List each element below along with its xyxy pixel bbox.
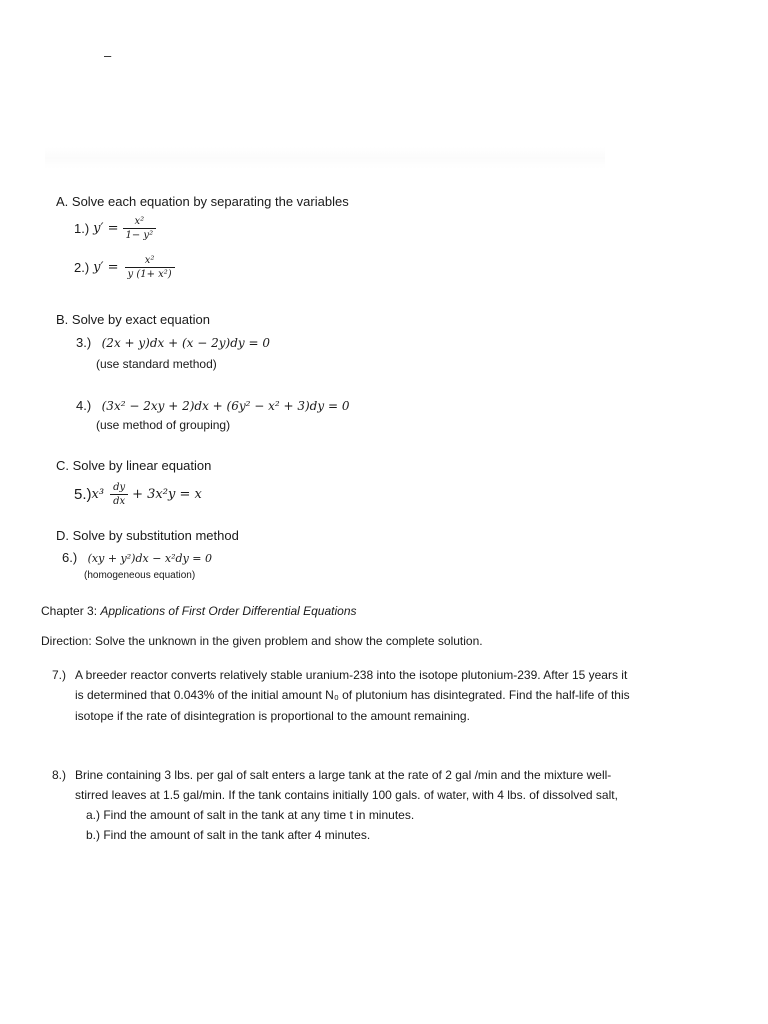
- problem-5-numerator: dy: [113, 481, 126, 493]
- problem-5-number: 5.): [74, 485, 92, 503]
- problem-6-number: 6.): [62, 550, 78, 565]
- problem-5: [74, 479, 202, 509]
- problem-8-line-1: Brine containing 3 lbs. per gal of salt enters a large tank at the rate of 2 gal /min and the mixture well-: [75, 768, 612, 782]
- problem-7-line-1: A breeder reactor converts relatively stable uranium-238 into the isotope plutonium-239. After 15 years it: [75, 668, 628, 682]
- problem-1: [74, 213, 156, 243]
- problem-4-note: (use method of grouping): [96, 418, 231, 432]
- faded-header-band: [45, 147, 605, 169]
- problem-7-number: 7.): [52, 668, 67, 682]
- section-d-heading: D. Solve by substitution method: [56, 528, 239, 543]
- problem-1-fraction: [123, 216, 157, 241]
- problem-4-number: 4.): [76, 398, 92, 413]
- chapter-name: Applications of First Order Differential Equations: [100, 604, 357, 618]
- problem-5-fraction: [110, 482, 128, 507]
- problem-4-equation: (3x² − 2xy + 2)dx + (6y² − x² + 3)dy = 0: [101, 399, 350, 413]
- problem-8-part-b: b.) Find the amount of salt in the tank after 4 minutes.: [86, 828, 371, 842]
- problem-6-equation: (xy + y²)dx − x²dy = 0: [87, 552, 212, 565]
- direction-text: Direction: Solve the unknown in the given problem and show the complete solution.: [41, 634, 483, 648]
- problem-5-denominator: dx: [110, 494, 128, 507]
- section-c-heading: C. Solve by linear equation: [56, 458, 212, 473]
- problem-3: [76, 334, 270, 352]
- problem-6: [62, 549, 212, 567]
- problem-2: [74, 252, 175, 282]
- problem-1-numerator: x²: [134, 215, 145, 227]
- section-b-heading: B. Solve by exact equation: [56, 312, 210, 327]
- problem-8-number: 8.): [52, 768, 67, 782]
- problem-5-lhs: x³: [91, 486, 105, 502]
- problem-1-lhs: y′ =: [93, 220, 119, 236]
- problem-1-number: 1.): [74, 220, 90, 236]
- problem-7-line-3: isotope if the rate of disintegration is proportional to the amount remaining.: [75, 709, 470, 723]
- problem-6-note: (homogeneous equation): [84, 570, 196, 581]
- chapter-title: [41, 604, 357, 618]
- problem-3-equation: (2x + y)dx + (x − 2y)dy = 0: [101, 336, 270, 350]
- section-a-heading: A. Solve each equation by separating the variables: [56, 194, 349, 209]
- problem-2-numerator: x²: [144, 254, 155, 266]
- problem-1-denominator: 1− y²: [123, 228, 157, 241]
- problem-8-part-a: a.) Find the amount of salt in the tank at any time t in minutes.: [86, 808, 415, 822]
- problem-2-lhs: y′ =: [93, 259, 119, 275]
- problem-2-denominator: y (1+ x²): [125, 267, 175, 280]
- problem-7-line-2: is determined that 0.043% of the initial amount N₀ of plutonium has disintegrated. Find the half-life of this: [75, 688, 630, 702]
- chapter-prefix: Chapter 3:: [41, 604, 101, 618]
- problem-4: [76, 397, 349, 415]
- problem-5-rhs: + 3x²y = x: [132, 486, 202, 502]
- problem-3-number: 3.): [76, 335, 92, 350]
- problem-2-fraction: [125, 255, 175, 280]
- problem-8-line-2: stirred leaves at 1.5 gal/min. If the tank contains initially 100 gals. of water, with 4 lbs. of dissolved salt,: [75, 788, 618, 802]
- top-mark: –: [104, 48, 112, 63]
- problem-3-note: (use standard method): [96, 357, 217, 371]
- problem-2-number: 2.): [74, 259, 90, 275]
